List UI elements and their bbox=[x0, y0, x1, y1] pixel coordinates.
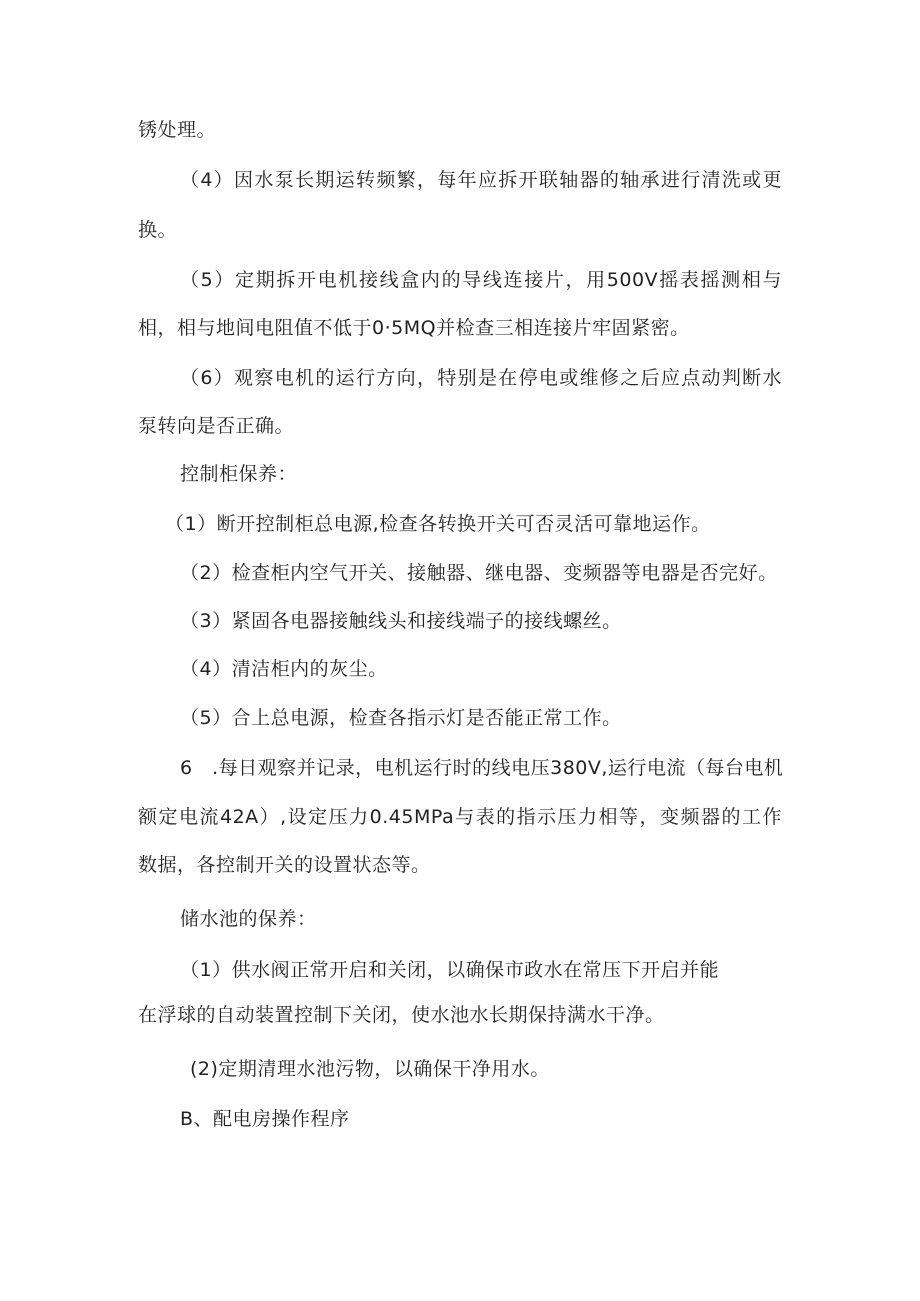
text-line-4: （5）定期拆开电机接线盒内的导线连接片，用500V摇表摇测相与 bbox=[180, 269, 782, 291]
text-line-3: 换。 bbox=[138, 219, 178, 241]
text-line-7: 泵转向是否正确。 bbox=[138, 415, 295, 437]
section-heading-distribution-room: B、配电房操作程序 bbox=[180, 1108, 350, 1130]
text-line-19: 在浮球的自动装置控制下关闭，使水池水长期保持满水干净。 bbox=[138, 1004, 665, 1026]
text-line-13: （5）合上总电源，检查各指示灯是否能正常工作。 bbox=[180, 707, 622, 729]
text-line-12: （4）清洁柜内的灰尘。 bbox=[180, 658, 388, 680]
text-line-11: （3）紧固各电器接触线头和接线端子的接线螺丝。 bbox=[180, 610, 622, 632]
text-line-5: 相，相与地间电阻值不低于0·5MQ并检查三相连接片牢固紧密。 bbox=[138, 317, 690, 339]
text-line-15: 额定电流42A）,设定压力0.45MPa与表的指示压力相等，变频器的工作 bbox=[138, 806, 782, 828]
text-line-18: （1）供水阀正常开启和关闭，以确保市政水在常压下开启并能 bbox=[180, 959, 720, 981]
text-line-16: 数据，各控制开关的设置状态等。 bbox=[138, 854, 431, 876]
text-line-6: （6）观察电机的运行方向，特别是在停电或维修之后应点动判断水 bbox=[180, 367, 782, 389]
text-line-14: 6 .每日观察并记录，电机运行时的线电压380V,运行电流（每台电机 bbox=[180, 757, 784, 779]
text-line-20: (2)定期清理水池污物，以确保干净用水。 bbox=[190, 1058, 550, 1080]
section-heading-water-tank: 储水池的保养： bbox=[180, 908, 317, 930]
section-heading-control-cabinet: 控制柜保养： bbox=[180, 463, 298, 485]
text-line-1: 锈处理。 bbox=[138, 119, 217, 141]
text-line-10: （2）检查柜内空气开关、接触器、继电器、变频器等电器是否完好。 bbox=[180, 562, 778, 584]
text-line-2: （4）因水泵长期运转频繁，每年应拆开联轴器的轴承进行清洗或更 bbox=[180, 169, 782, 191]
text-line-9: （1）断开控制柜总电源,检查各转换开关可否灵活可靠地运作。 bbox=[165, 513, 711, 535]
